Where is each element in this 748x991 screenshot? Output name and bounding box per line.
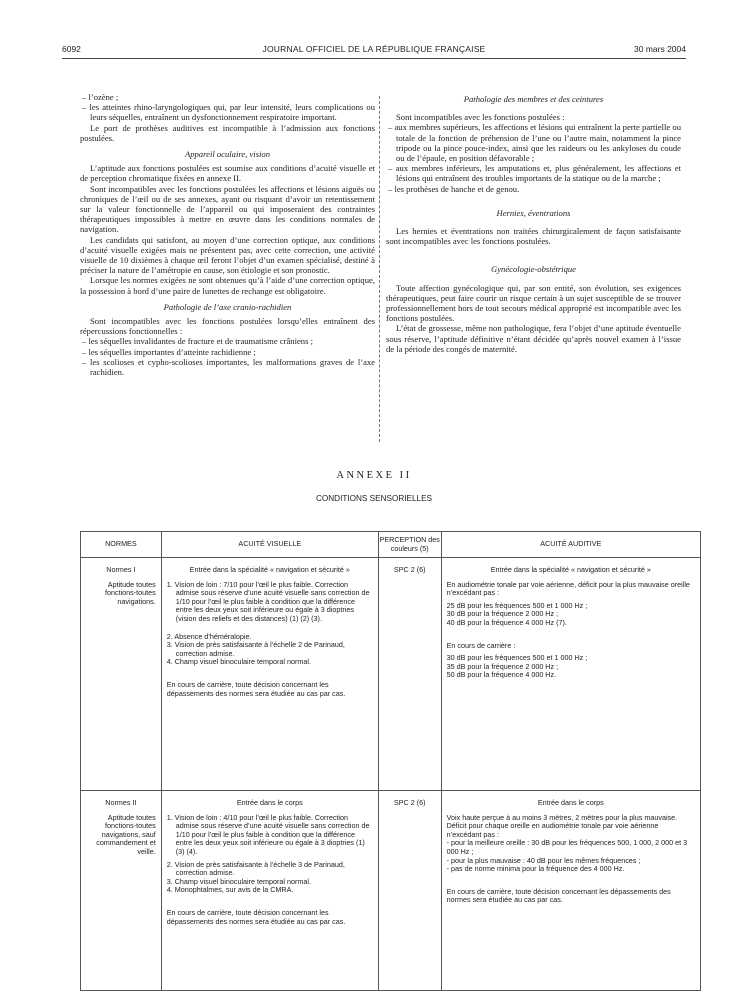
entry-title: Entrée dans le corps: [236, 798, 303, 807]
paragraph: L’aptitude aux fonctions postulées est soumise aux conditions d’acuité visuelle et de perception chromatique fixées en annexe II.: [80, 163, 375, 184]
career-note: En cours de carrière, toute décision concernant les dépassements des normes sera étudiée au cas par cas.: [166, 679, 346, 698]
table-header-row: [81, 532, 701, 558]
list-item: – l’ozène ;: [82, 92, 119, 102]
right-column: [386, 92, 681, 354]
norm-cell: [81, 791, 162, 991]
journal-title: JOURNAL OFFICIEL DE LA RÉPUBLIQUE FRANÇAISE: [262, 44, 486, 54]
table-row: [81, 791, 701, 991]
list-item: – les séquelles importantes d’atteinte rachidienne ;: [82, 346, 256, 357]
list-item: 1. Vision de loin : 4/10 pour l’œil le plus faible. Correction admise sous réserve d’une acuité visuelle sans correction de 1/10 pour l’œil le plus faible à condition que la différence entre les deux yeux soit inférieure ou égale à 3 dioptries (1) (3) (4).: [166, 812, 370, 856]
audio-intro: En audiométrie tonale par voie aérienne, déficit pour la plus mauvaise oreille n’excédant pas :: [446, 579, 690, 598]
audio-list: [447, 602, 695, 628]
list-item: 50 dB pour la fréquence 4 000 Hz.: [446, 670, 557, 680]
norm-description: Aptitude toutes fonctions-toutes navigations, sauf commandement et veille.: [96, 812, 156, 856]
list-item: 30 dB pour les fréquences 500 et 1 000 Hz ;: [446, 653, 588, 663]
audio-list: [447, 839, 695, 873]
paragraph: Lorsque les normes exigées ne sont obtenues qu’à l’aide d’une correction optique, la possession à bord d’une paire de lunettes de rechange est obligatoire.: [80, 275, 375, 296]
entry-title: Entrée dans la spécialité « navigation et sécurité »: [490, 565, 651, 574]
list-item: – les prothèses de hanche et de genou.: [388, 183, 520, 194]
list-item: 3. Champ visuel binoculaire temporal normal.: [166, 876, 311, 886]
norm-cell: [81, 558, 162, 791]
list-item: 4. Monophtalmes, sur avis de la CMRA.: [166, 885, 294, 895]
column-header: ACUITÉ VISUELLE: [161, 532, 378, 558]
header-rule: [62, 58, 686, 59]
norm-name: Normes II: [105, 798, 137, 807]
paragraph: Sont incompatibles avec les fonctions postulées :: [396, 112, 565, 123]
list-item: – les scolioses et cypho-scolioses importantes, les malformations graves de l’axe rachidien.: [82, 356, 375, 378]
visual-list: [167, 581, 373, 667]
list-item: 35 dB pour la fréquence 2 000 Hz ;: [446, 661, 559, 671]
visual-list: [167, 814, 373, 895]
list-item: 1. Vision de loin : 7/10 pour l’œil le plus faible. Correction admise sous réserve d’une acuité visuelle sans correction de 1/10 pour l’œil le plus faible à condition que la différence entre les deux yeux soit inférieure ou égale à 3 dioptries (vision des reliefs et des distances) (1) (2) (3).: [166, 579, 370, 623]
section-heading: Gynécologie-obstétrique: [491, 264, 576, 275]
sensory-conditions-table: [80, 531, 701, 991]
hearing-acuity-cell: [441, 791, 700, 991]
column-header: NORMES: [81, 532, 162, 558]
column-header: PERCEPTION des couleurs (5): [378, 532, 441, 558]
audio-intro: Voix haute perçue à au moins 3 mètres, 2 mètres pour la plus mauvaise.: [446, 812, 678, 822]
visual-acuity-cell: [161, 558, 378, 791]
annex-subtitle: CONDITIONS SENSORIELLES: [315, 494, 433, 503]
list-item: - pour la plus mauvaise : 40 dB pour les mêmes fréquences ;: [446, 855, 641, 865]
list-item: – aux membres inférieurs, les amputations et, plus généralement, les affections et lésions qui entraînent des troubles importants de la statique ou de la marche ;: [388, 163, 681, 184]
paragraph: Sont incompatibles avec les fonctions postulées lorsqu’elles entraînent des répercussions fonctionnelles :: [80, 316, 375, 337]
paragraph: Le port de prothèses auditives est incompatible à l’admission aux fonctions postulées.: [80, 122, 375, 143]
entry-title: Entrée dans la spécialité « navigation et sécurité »: [189, 565, 350, 574]
career-note: En cours de carrière, toute décision concernant les dépassements des normes sera étudiée au cas par cas.: [166, 907, 346, 926]
column-divider: [379, 96, 380, 442]
paragraph: Toute affection gynécologique qui, par son entité, son évolution, ses exigences thérapeutiques, peut faire courir un risque certain à un sujet susceptible de se trouver professionnellement hors de tout secours médical approprié est incompatible avec les fonctions postulées.: [386, 282, 681, 324]
column-header: ACUITÉ AUDITIVE: [441, 532, 700, 558]
list-item: 2. Absence d’héméralopie.: [166, 631, 252, 641]
paragraph: L’état de grossesse, même non pathologique, fera l’objet d’une aptitude éventuelle sous réserve, l’aptitude définitive n’étant décidée qu’après nouvel examen à l’issue de la période des congés de maternité.: [386, 323, 681, 354]
norm-description: Aptitude toutes fonctions-toutes navigations.: [105, 579, 156, 606]
list-item: 2. Vision de près satisfaisante à l’échelle 3 de Parinaud, correction admise.: [166, 859, 345, 878]
career-title: En cours de carrière :: [446, 640, 516, 650]
color-perception-cell: SPC 2 (6): [378, 791, 441, 991]
hearing-acuity-cell: [441, 558, 700, 791]
section-heading: Pathologie des membres et des ceintures: [463, 94, 604, 104]
page-number: 6092: [62, 44, 81, 54]
table-row: [81, 558, 701, 791]
list-item: - pour la meilleure oreille : 30 dB pour les fréquences 500, 1 000, 2 000 et 3 000 Hz ;: [446, 838, 688, 856]
list-item: 40 dB pour la fréquence 4 000 Hz (7).: [446, 617, 567, 627]
section-heading: Hernies, éventrations: [496, 207, 571, 218]
paragraph: Les candidats qui satisfont, au moyen d’une correction optique, aux conditions d’acuité visuelle exigées mais ne présentent pas, avec cette correction, une activité visuelle de 10 dixièmes à chaque œil feront l’objet d’un examen spécialisé, destiné à préciser la nature de l’amétropie en cause, son étiologie et son pronostic.: [80, 234, 375, 276]
left-column: [80, 92, 375, 377]
publication-date: 30 mars 2004: [634, 44, 686, 54]
section-heading: Pathologie de l’axe cranio-rachidien: [163, 301, 292, 312]
list-item: 25 dB pour les fréquences 500 et 1 000 Hz ;: [446, 600, 588, 610]
list-item: – les séquelles invalidantes de fracture et de traumatisme crâniens ;: [82, 336, 313, 347]
visual-acuity-cell: [161, 791, 378, 991]
list-item: - pas de norme minima pour la fréquence des 4 000 Hz.: [446, 864, 625, 874]
audio-intro-2: Déficit pour chaque oreille en audiométrie tonale par voie aérienne n’excédant pas :: [446, 821, 659, 839]
entry-title: Entrée dans le corps: [537, 798, 604, 807]
paragraph: Les hernies et éventrations non traitées chirurgicalement de façon satisfaisante sont incompatibles avec les fonctions postulées.: [386, 226, 681, 247]
list-item: – les atteintes rhino-laryngologiques qui, par leur intensité, leurs complications ou leurs séquelles, entraînent un dysfonctionnement respiratoire important.: [82, 102, 375, 123]
list-item: 30 dB pour la fréquence 2 000 Hz ;: [446, 609, 559, 619]
career-note: En cours de carrière, toute décision concernant les dépassements des normes sera étudiée au cas par cas.: [446, 886, 671, 905]
list-item: – aux membres supérieurs, les affections et lésions qui entraînent la perte partielle ou totale de la fonction de préhension de l’une ou l’autre main, notamment la pince tripode ou la pince pouce-index, ainsi que les raideurs ou les ankyloses du coude ou de l’épaule, en position défavorable ;: [388, 122, 681, 164]
color-perception-cell: SPC 2 (6): [378, 558, 441, 791]
norm-name: Normes I: [106, 565, 136, 574]
annex-title: ANNEXE II: [336, 470, 412, 481]
list-item: 4. Champ visuel binoculaire temporal normal.: [166, 657, 311, 667]
paragraph: Sont incompatibles avec les fonctions postulées les affections et lésions aiguës ou chroniques de l’œil ou de ses annexes, ayant ou risquant d’avoir un retentissement sur la valeur fonctionnelle de l’appareil ou qui imposeraient des contraintes thérapeutiques impossibles à mettre en œuvre dans les conditions normales de navigation.: [80, 183, 375, 235]
section-heading: Appareil oculaire, vision: [184, 149, 271, 160]
audio-career-list: [447, 654, 695, 680]
list-item: 3. Vision de près satisfaisante à l’échelle 2 de Parinaud, correction admise.: [166, 640, 345, 658]
page-header: [62, 44, 686, 58]
